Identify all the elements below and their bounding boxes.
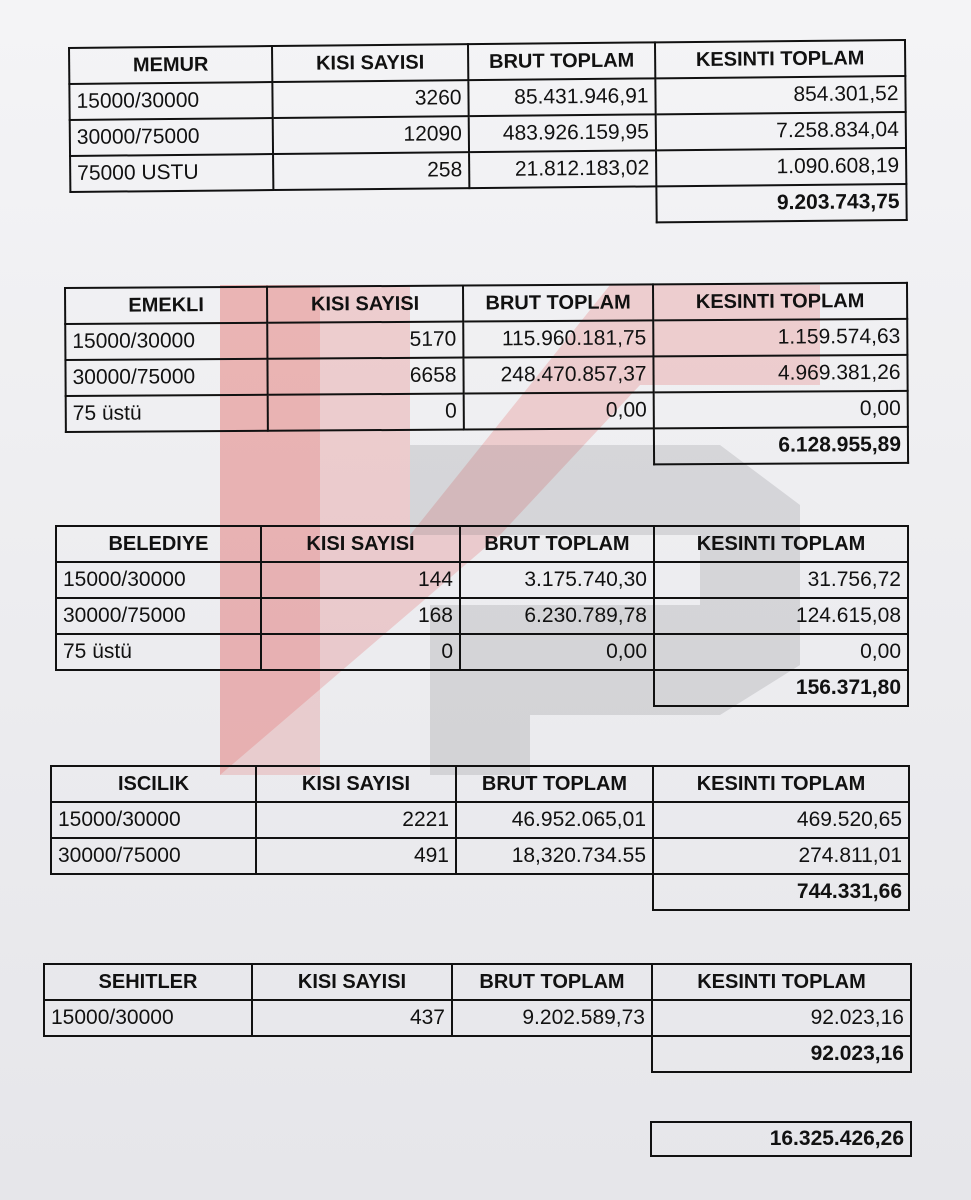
row-label: 30000/75000 <box>56 598 261 634</box>
table-row <box>65 319 907 360</box>
column-header: BRUT TOPLAM <box>456 766 653 802</box>
gross-cell: 248.470.857,37 <box>463 356 653 393</box>
column-header: KISI SAYISI <box>256 766 456 802</box>
column-header: BRUT TOPLAM <box>468 42 655 80</box>
count-cell: 491 <box>256 838 456 874</box>
column-header: BRUT TOPLAM <box>452 964 652 1000</box>
gross-cell: 0,00 <box>460 634 654 670</box>
data-table <box>50 765 910 911</box>
gross-cell: 21.812.183,02 <box>469 150 656 188</box>
row-label: 15000/30000 <box>56 562 261 598</box>
count-cell: 2221 <box>256 802 456 838</box>
count-cell: 0 <box>261 634 460 670</box>
deduction-cell: 92.023,16 <box>652 1000 911 1036</box>
total-row <box>56 670 908 706</box>
column-header: KISI SAYISI <box>272 44 468 82</box>
column-header: KISI SAYISI <box>267 286 463 323</box>
column-header: KESINTI TOPLAM <box>655 40 905 78</box>
section-total-value: 6.128.955,89 <box>654 427 908 465</box>
deduction-cell: 0,00 <box>654 634 908 670</box>
deduction-cell: 1.159.574,63 <box>653 319 907 357</box>
row-label: 15000/30000 <box>51 802 256 838</box>
total-row <box>70 184 906 228</box>
gross-cell: 18,320.734.55 <box>456 838 653 874</box>
section-title: ISCILIK <box>51 766 256 802</box>
row-label: 75 üstü <box>56 634 261 670</box>
total-row <box>44 1036 911 1072</box>
deduction-cell: 854.301,52 <box>655 76 905 114</box>
row-label: 30000/75000 <box>70 118 273 156</box>
header-row <box>65 283 907 324</box>
count-cell: 168 <box>261 598 460 634</box>
section-total-value: 156.371,80 <box>654 670 908 706</box>
data-table <box>55 525 909 707</box>
section-belediye <box>55 525 909 707</box>
total-row <box>66 427 908 468</box>
section-total-value: 9.203.743,75 <box>656 184 906 222</box>
column-header: BRUT TOPLAM <box>463 284 653 321</box>
count-cell: 0 <box>268 394 464 431</box>
total-row <box>51 874 909 910</box>
gross-cell: 115.960.181,75 <box>463 320 653 357</box>
deduction-cell: 4.969.381,26 <box>653 355 907 393</box>
gross-cell: 46.952.065,01 <box>456 802 653 838</box>
table-row <box>66 391 908 432</box>
count-cell: 437 <box>252 1000 452 1036</box>
header-row <box>44 964 911 1000</box>
gross-cell: 3.175.740,30 <box>460 562 654 598</box>
column-header: KISI SAYISI <box>252 964 452 1000</box>
section-title: SEHITLER <box>44 964 252 1000</box>
count-cell: 258 <box>273 152 469 190</box>
table-row <box>51 802 909 838</box>
deduction-cell: 469.520,65 <box>653 802 909 838</box>
header-row <box>56 526 908 562</box>
row-label: 15000/30000 <box>44 1000 252 1036</box>
column-header: KESINTI TOPLAM <box>652 964 911 1000</box>
section-total-value: 744.331,66 <box>653 874 909 910</box>
section-iscilik <box>50 765 910 911</box>
gross-cell: 85.431.946,91 <box>468 78 655 116</box>
section-emekli <box>64 282 909 469</box>
row-label: 15000/30000 <box>65 323 267 360</box>
table-row <box>65 355 907 396</box>
table-row <box>56 598 908 634</box>
column-header: KESINTI TOPLAM <box>653 766 909 802</box>
gross-cell: 6.230.789,78 <box>460 598 654 634</box>
gross-cell: 9.202.589,73 <box>452 1000 652 1036</box>
section-title: BELEDIYE <box>56 526 261 562</box>
gross-cell: 483.926.159,95 <box>469 114 656 152</box>
column-header: KISI SAYISI <box>261 526 460 562</box>
section-title: EMEKLI <box>65 287 267 324</box>
count-cell: 3260 <box>272 80 468 118</box>
table-row <box>51 838 909 874</box>
table-row <box>56 562 908 598</box>
column-header: BRUT TOPLAM <box>460 526 654 562</box>
deduction-cell: 124.615,08 <box>654 598 908 634</box>
deduction-cell: 274.811,01 <box>653 838 909 874</box>
section-memur <box>68 39 908 229</box>
row-label: 30000/75000 <box>65 359 267 396</box>
data-table <box>64 282 909 469</box>
table-row <box>44 1000 911 1036</box>
column-header: KESINTI TOPLAM <box>654 526 908 562</box>
column-header: KESINTI TOPLAM <box>653 283 907 321</box>
deduction-cell: 1.090.608,19 <box>656 148 906 186</box>
row-label: 75000 USTU <box>70 154 273 192</box>
section-title: MEMUR <box>69 46 272 84</box>
header-row <box>51 766 909 802</box>
deduction-cell: 0,00 <box>654 391 908 429</box>
row-label: 75 üstü <box>66 395 268 432</box>
section-sehitler <box>43 963 912 1073</box>
count-cell: 6658 <box>267 358 463 395</box>
count-cell: 12090 <box>273 116 469 154</box>
table-row <box>56 634 908 670</box>
grand-total-box <box>650 1121 912 1157</box>
count-cell: 144 <box>261 562 460 598</box>
data-table <box>43 963 912 1073</box>
deduction-cell: 31.756,72 <box>654 562 908 598</box>
row-label: 15000/30000 <box>69 82 272 120</box>
count-cell: 5170 <box>267 322 463 359</box>
data-table <box>68 39 908 229</box>
grand-total-value: 16.325.426,26 <box>769 1127 904 1150</box>
row-label: 30000/75000 <box>51 838 256 874</box>
section-total-value: 92.023,16 <box>652 1036 911 1072</box>
gross-cell: 0,00 <box>464 392 654 429</box>
deduction-cell: 7.258.834,04 <box>656 112 906 150</box>
